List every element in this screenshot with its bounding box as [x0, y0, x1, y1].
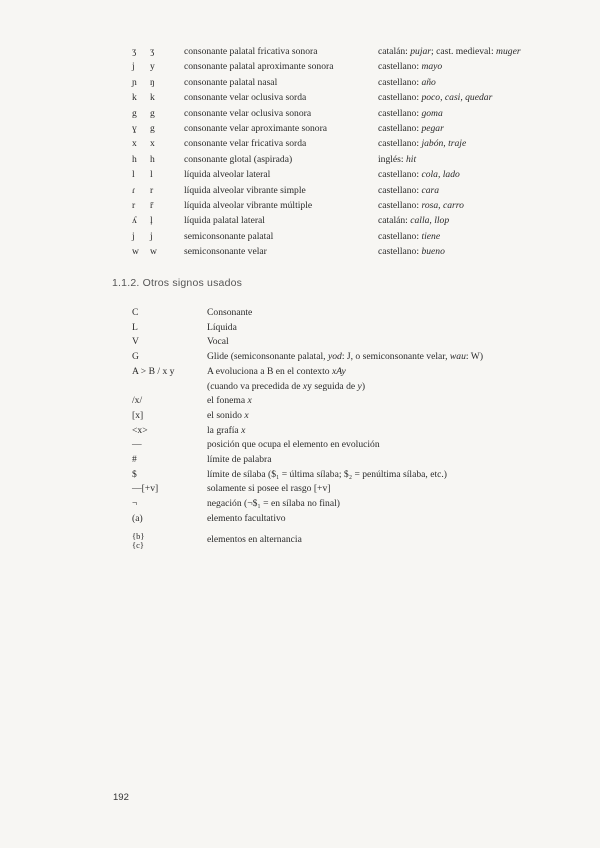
example-cell: [378, 136, 568, 151]
sign-symbol: L: [132, 321, 138, 333]
sign-description: [207, 394, 567, 409]
table-row: [128, 198, 568, 213]
ipa-symbol: ɾ: [132, 184, 136, 196]
sign-symbol: G: [132, 351, 139, 363]
example-cell: [378, 229, 568, 244]
sign-symbol: $: [132, 468, 137, 480]
desc-text: solamente si posee el rasgo [+v]: [207, 483, 331, 495]
transcription-symbol: w: [150, 246, 157, 258]
ipa-symbol: j: [132, 230, 135, 242]
desc-text-after: : J, o semiconsonante velar,: [341, 351, 448, 363]
sound-description: consonante palatal aproximante sonora: [184, 61, 334, 73]
example-word: cara: [421, 184, 440, 196]
example-word: mayo: [421, 61, 443, 73]
example-cell: [378, 198, 568, 213]
example-language: castellano:: [378, 169, 420, 181]
example-word: cola, lado: [421, 169, 460, 181]
example-cell: [378, 44, 568, 59]
transcription-symbol: r̄: [150, 199, 154, 211]
example-cell: [378, 121, 568, 136]
table-row: [128, 183, 568, 198]
desc-text: Líquida: [207, 321, 237, 333]
ipa-symbol: ɲ: [132, 76, 137, 88]
desc-text: posición que ocupa el elemento en evolución: [207, 439, 380, 451]
ipa-symbol: ʎ: [132, 215, 137, 227]
ipa-symbol: h: [132, 153, 137, 165]
desc-text-after-2: ): [361, 380, 366, 392]
ipa-symbol: k: [132, 92, 137, 104]
example-language: catalán:: [378, 46, 408, 57]
sign-row: [132, 512, 567, 527]
transcription-symbol: r: [150, 184, 154, 196]
sound-description: semiconsonante velar: [184, 246, 267, 258]
desc-italic: x: [241, 424, 246, 436]
section-title: 1.1.2. Otros signos usados: [112, 277, 243, 289]
transcription-symbol: ŋ: [150, 76, 155, 88]
sign-row: [132, 468, 567, 483]
table-row: [128, 121, 568, 136]
sign-symbol: —[+v]: [132, 483, 159, 495]
sign-row: [132, 306, 567, 321]
sound-description: líquida palatal lateral: [184, 215, 265, 227]
sign-row: [132, 497, 567, 512]
desc-italic-2: wau: [449, 351, 466, 363]
table-row: [128, 44, 568, 59]
sign-symbol: ¬: [132, 498, 138, 510]
signs-list: [132, 306, 567, 550]
example-cell: [378, 183, 568, 198]
example-language: castellano:: [378, 76, 420, 88]
sign-description: [207, 306, 567, 321]
sign-description: [207, 482, 567, 497]
sound-description: consonante glotal (aspirada): [184, 153, 293, 165]
desc-italic: yod: [327, 351, 342, 363]
transcription-symbol: h: [150, 153, 155, 165]
alternation-symbol-bottom: {c}: [132, 539, 144, 550]
desc-text: la grafía: [207, 424, 239, 436]
example-word-2: muger: [496, 46, 521, 57]
example-language: castellano:: [378, 230, 420, 242]
example-language: castellano:: [378, 184, 420, 196]
desc-italic: x: [247, 395, 252, 407]
transcription-symbol: j: [150, 230, 153, 242]
sound-description: líquida alveolar vibrante múltiple: [184, 199, 313, 211]
sign-row: [132, 394, 567, 409]
desc-text: el sonido: [207, 409, 242, 421]
table-row: [128, 90, 568, 105]
example-language: inglés:: [378, 153, 404, 165]
example-word: hit: [406, 153, 417, 165]
transcription-symbol: ļ: [150, 215, 153, 227]
desc-italic: x: [302, 380, 308, 392]
sign-description: [207, 424, 567, 439]
example-word: tiene: [421, 230, 441, 242]
sign-symbol: [132, 380, 207, 395]
sign-symbol: (a): [132, 512, 143, 524]
sign-symbol: —: [132, 439, 142, 451]
sign-row: [132, 321, 567, 336]
example-word: año: [421, 76, 436, 88]
sign-symbol: /x/: [132, 395, 143, 407]
sign-description: [207, 321, 567, 336]
example-extra: ; cast. medieval:: [431, 46, 494, 57]
ipa-symbol: r: [132, 199, 136, 211]
sign-row: [132, 335, 567, 350]
phonetic-symbols-table: [128, 44, 568, 259]
transcription-symbol: g: [150, 122, 155, 134]
sound-description: semiconsonante palatal: [184, 230, 274, 242]
desc-text-after: y seguida de: [307, 380, 356, 392]
page-number: 192: [113, 792, 129, 803]
example-cell: [378, 75, 568, 90]
example-word: goma: [421, 107, 443, 119]
desc-italic: xAy: [331, 365, 346, 377]
example-word: rosa, carro: [421, 199, 464, 211]
ipa-symbol: ɣ: [132, 122, 137, 134]
sign-row: [132, 409, 567, 424]
sound-description: consonante palatal nasal: [184, 76, 278, 88]
example-language: catalán:: [378, 215, 408, 227]
desc-text: Consonante: [207, 307, 253, 318]
transcription-symbol: ʒ: [150, 46, 155, 57]
desc-text: (cuando va precedida de: [207, 380, 301, 392]
example-language: castellano:: [378, 107, 420, 119]
desc-text: límite de palabra: [207, 454, 272, 466]
sign-description: [207, 409, 567, 424]
example-cell: [378, 59, 568, 74]
desc-text: el fonema: [207, 395, 246, 407]
example-language: castellano:: [378, 92, 420, 104]
example-cell: [378, 152, 568, 167]
desc-italic: x: [244, 409, 249, 421]
sign-description: [207, 335, 567, 350]
sign-description: [207, 468, 567, 483]
transcription-symbol: y: [150, 61, 155, 73]
example-language: castellano:: [378, 61, 420, 73]
alternation-symbol-top: {b}: [132, 530, 145, 541]
sound-description: consonante palatal fricativa sonora: [184, 46, 318, 57]
sign-row: [132, 424, 567, 439]
sign-symbol: C: [132, 307, 139, 318]
sign-symbol: <x>: [132, 424, 148, 436]
transcription-symbol: k: [150, 92, 155, 104]
table-row: [128, 244, 568, 259]
alternation-symbol: [132, 532, 207, 550]
transcription-symbol: x: [150, 138, 155, 150]
sign-description: [207, 350, 567, 365]
sign-symbol: #: [132, 454, 137, 466]
sign-description: [207, 453, 567, 468]
sign-row: [132, 453, 567, 468]
table-row: [128, 152, 568, 167]
desc-text: elemento facultativo: [207, 512, 286, 524]
sound-description: consonante velar fricativa sorda: [184, 138, 307, 150]
example-word: jabón, traje: [421, 138, 467, 150]
table-row: [128, 59, 568, 74]
example-cell: [378, 90, 568, 105]
example-cell: [378, 167, 568, 182]
alternation-description: elementos en alternancia: [207, 534, 302, 546]
ipa-symbol: j: [132, 61, 135, 73]
sign-row: [132, 380, 567, 395]
sign-row-alternation: [132, 532, 567, 550]
sound-description: líquida alveolar vibrante simple: [184, 184, 306, 196]
table-row: [128, 136, 568, 151]
ipa-symbol: ʒ: [132, 46, 137, 57]
desc-text: Vocal: [207, 336, 229, 348]
transcription-symbol: g: [150, 107, 155, 119]
table-row: [128, 106, 568, 121]
sign-symbol: V: [132, 336, 139, 348]
sign-row: [132, 482, 567, 497]
sign-row: [132, 365, 567, 380]
desc-text: negación (¬$₁ = en sílaba no final): [207, 498, 340, 510]
sound-description: consonante velar oclusiva sorda: [184, 92, 307, 104]
example-word: pujar: [410, 46, 432, 57]
sign-symbol: A > B / x y: [132, 365, 175, 377]
sign-description: [207, 512, 567, 527]
sound-description: consonante velar oclusiva sonora: [184, 107, 312, 119]
desc-text: A evoluciona a B en el contexto: [207, 365, 330, 377]
sign-row: [132, 350, 567, 365]
sign-row: [132, 438, 567, 453]
table-row: [128, 229, 568, 244]
sign-description: [207, 497, 567, 512]
example-cell: [378, 106, 568, 121]
ipa-symbol: l: [132, 169, 135, 181]
example-word: poco, casi, quedar: [421, 92, 493, 104]
desc-text: Glide (semiconsonante palatal,: [207, 351, 326, 363]
example-language: castellano:: [378, 122, 420, 134]
ipa-symbol: x: [132, 138, 137, 150]
transcription-symbol: l: [150, 169, 153, 181]
table-row: [128, 75, 568, 90]
example-language: castellano:: [378, 138, 420, 150]
example-word: bueno: [421, 246, 445, 258]
ipa-symbol: g: [132, 107, 137, 119]
sign-description: [207, 365, 567, 380]
sound-description: consonante velar aproximante sonora: [184, 122, 328, 134]
example-cell: [378, 244, 568, 259]
example-cell: [378, 213, 568, 228]
desc-italic-2: y: [357, 380, 362, 392]
sound-description: líquida alveolar lateral: [184, 169, 271, 181]
desc-text: límite de sílaba ($₁ = última sílaba; $₂ = penúltima sílaba, etc.): [207, 468, 447, 480]
ipa-symbol: w: [132, 246, 139, 258]
sign-description: [207, 438, 567, 453]
sign-symbol: [x]: [132, 409, 144, 421]
table-row: [128, 213, 568, 228]
example-language: castellano:: [378, 246, 420, 258]
table-row: [128, 167, 568, 182]
desc-text-after-2: : W): [465, 351, 484, 363]
example-language: castellano:: [378, 199, 420, 211]
example-word: pegar: [421, 122, 444, 134]
sign-description: [207, 380, 567, 395]
example-word: calla, llop: [410, 215, 450, 227]
